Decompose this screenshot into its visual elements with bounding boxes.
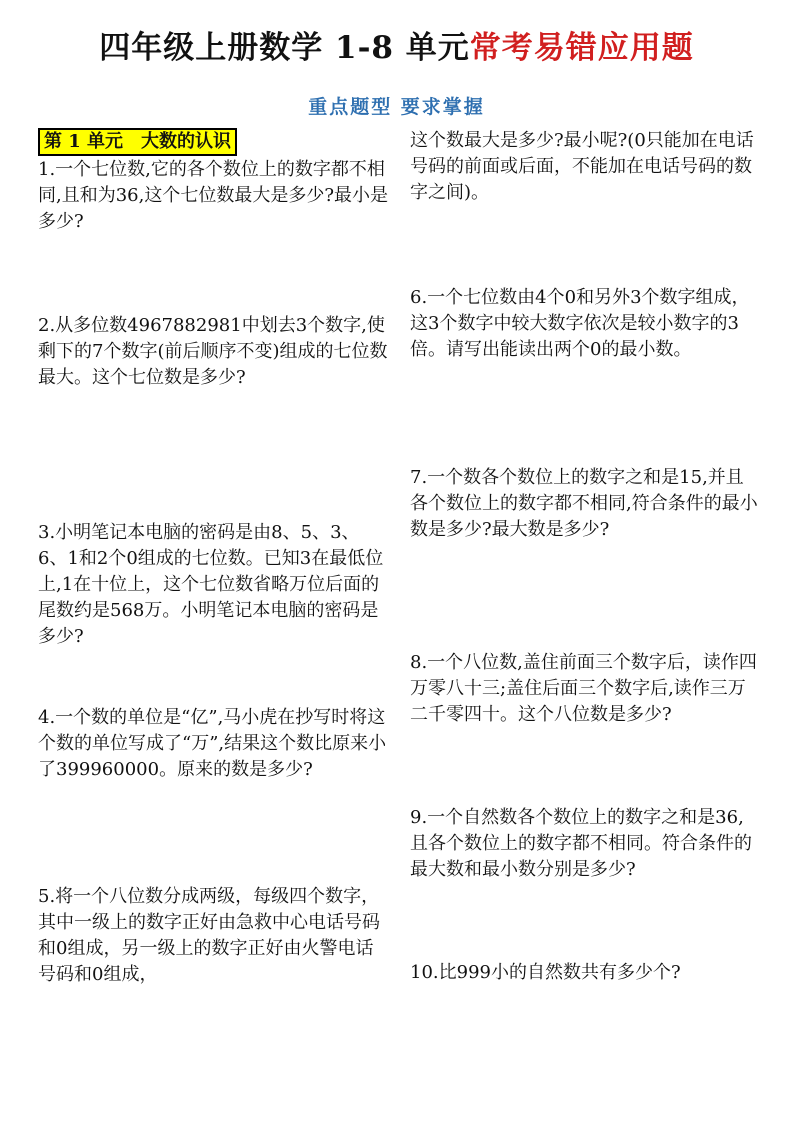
title-main: 四年级上册数学 1-8 单元 [99,30,470,66]
question-3: 3.小明笔记本电脑的密码是由8、5、3、6、1和2个0组成的七位数。已知3在最低位上,1在十位上，这个七位数省略万位后面的尾数约是568万。小明笔记本电脑的密码是多少? [38,522,384,647]
question-4: 4.一个数的单位是“亿”,马小虎在抄写时将这个数的单位写成了“万”,结果这个数比原来小了399960000。原来的数是多少? [38,707,387,780]
question-6: 6.一个七位数由4个0和另外3个数字组成，这3个数字中较大数字依次是较小数字的3倍。请写出能读出两个0的最小数。 [410,287,750,360]
question-9: 9.一个自然数各个数位上的数字之和是36,且各个数位上的数字都不相同。符合条件的最大数和最小数分别是多少? [410,807,752,880]
left-column [38,128,388,156]
title-highlight: 常考易错应用题 [469,30,694,66]
question-5: 5.将一个八位数分成两级，每级四个数字，其中一级上的数字正好由急救中心电话号码和0组成，另一级上的数字正好由火警电话号码和0组成， [38,886,380,985]
question-2: 2.从多位数4967882981中划去3个数字,使剩下的7个数字(前后顺序不变)组成的七位数最大。这个七位数是多少? [38,315,388,388]
page-title [0,22,793,67]
unit-label: 第 1 单元 大数的认识 [38,128,237,156]
question-7: 7.一个数各个数位上的数字之和是15,并且各个数位上的数字都不相同,符合条件的最小数是多少?最大数是多少? [410,467,758,540]
question-8: 8.一个八位数,盖住前面三个数字后，读作四万零八十三;盖住后面三个数字后,读作三万二千零四十。这个八位数是多少? [410,652,757,725]
question-5-continued: 这个数最大是多少?最小呢?(0只能加在电话号码的前面或后面，不能加在电话号码的数字之间)。 [410,130,754,203]
question-10: 10.比999小的自然数共有多少个? [410,962,681,983]
page-subtitle: 重点题型 要求掌握 [308,96,485,118]
question-1: 1.一个七位数,它的各个数位上的数字都不相同,且和为36,这个七位数最大是多少?最小是多少? [38,159,388,232]
